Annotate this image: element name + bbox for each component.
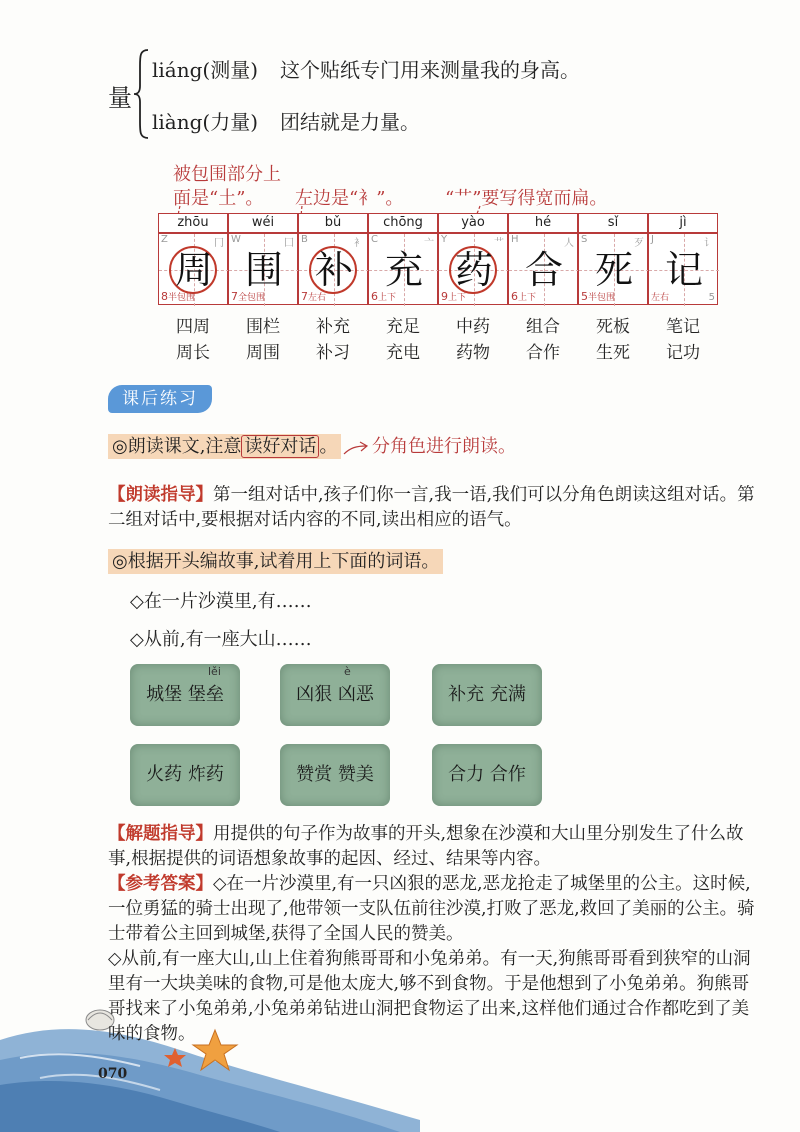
word-item: 补充 bbox=[316, 317, 350, 337]
word-item: 充电 bbox=[386, 343, 420, 363]
char-pinyin: bǔ bbox=[298, 213, 368, 233]
word-card bbox=[432, 664, 542, 726]
char-box bbox=[368, 233, 438, 305]
word-card bbox=[280, 664, 390, 726]
word-card-text: 赞赏 赞美 bbox=[296, 764, 374, 785]
word-item: 充足 bbox=[386, 317, 420, 337]
annotation-yao: “艹”要写得宽而扁。 bbox=[445, 188, 608, 209]
annotation-zhou-line2: 面是“土”。 bbox=[173, 188, 264, 209]
char-letter: C bbox=[371, 234, 378, 245]
word-card bbox=[432, 744, 542, 806]
character-column bbox=[298, 213, 368, 307]
char-hanzi: 死 bbox=[594, 248, 633, 292]
char-box bbox=[298, 233, 368, 305]
reference-answer-text-2: ◇从前,有一座大山,山上住着狗熊哥哥和小兔弟弟。有一天,狗熊哥哥看到狭窄的山洞里有一大块美味的食物,可是他太庞大,够不到食物。于是他想到了小兔弟弟。狗熊哥哥找来了小兔弟弟,小兔弟弟钻进山洞把食物运了出来,这样他们通过合作都吃到了美味的食物。 bbox=[108, 949, 751, 1044]
word-card bbox=[280, 744, 390, 806]
char-radical: 讠 bbox=[704, 238, 714, 249]
word-item: 周围 bbox=[246, 343, 280, 363]
word-card-pinyin: lěi bbox=[208, 665, 221, 678]
char-letter: H bbox=[511, 234, 519, 245]
reference-answer bbox=[108, 872, 764, 1047]
polyphone-line-2 bbox=[152, 106, 420, 135]
word-item: 中药 bbox=[456, 317, 490, 337]
char-box bbox=[438, 233, 508, 305]
character-column bbox=[228, 213, 298, 307]
section-tag: 课后练习 bbox=[108, 385, 212, 413]
char-strokes: 5半包围 bbox=[581, 290, 616, 303]
word-item: 死板 bbox=[596, 317, 630, 337]
words-row-2 bbox=[158, 338, 718, 362]
char-box bbox=[578, 233, 648, 305]
char-box bbox=[648, 233, 718, 305]
char-strokes: 7左右 bbox=[301, 290, 327, 303]
solution-guide bbox=[108, 822, 764, 872]
boxed-phrase: 读好对话 bbox=[241, 435, 319, 458]
polyphone-pinyin: liáng(测量) bbox=[152, 58, 259, 82]
char-pinyin: hé bbox=[508, 213, 578, 233]
word-item: 记功 bbox=[666, 343, 700, 363]
word-item: 周长 bbox=[176, 343, 210, 363]
char-radical: 亠 bbox=[424, 238, 434, 249]
char-box bbox=[508, 233, 578, 305]
polyphone-char: 量 bbox=[108, 84, 132, 112]
char-letter: W bbox=[231, 234, 241, 245]
polyphone-pinyin: liàng(力量) bbox=[152, 110, 259, 134]
solution-guide-label: 【解题指导】 bbox=[108, 824, 213, 844]
char-hanzi: 充 bbox=[384, 248, 423, 292]
character-column bbox=[578, 213, 648, 307]
word-item: 围栏 bbox=[246, 317, 280, 337]
char-pinyin: yào bbox=[438, 213, 508, 233]
polyphone-sentence: 这个贴纸专门用来测量我的身高。 bbox=[280, 58, 581, 82]
char-box bbox=[228, 233, 298, 305]
word-card-text: 合力 合作 bbox=[448, 764, 526, 785]
annotation-zhou-line1: 被包围部分上 bbox=[173, 164, 281, 185]
char-letter: Z bbox=[161, 234, 168, 245]
char-hanzi: 合 bbox=[524, 248, 563, 292]
char-radical: 人 bbox=[564, 238, 574, 249]
words-row-1 bbox=[158, 312, 718, 336]
word-item: 合作 bbox=[526, 343, 560, 363]
last-strokes: 5 bbox=[708, 292, 715, 303]
char-pinyin: jì bbox=[648, 213, 718, 233]
reading-guide bbox=[108, 483, 756, 533]
char-letter: S bbox=[581, 234, 588, 245]
reference-answer-label: 【参考答案】 bbox=[108, 874, 213, 894]
word-card bbox=[130, 744, 240, 806]
solution-guide-text: 用提供的句子作为故事的开头,想象在沙漠和大山里分别发生了什么故事,根据提供的词语想象故事的起因、经过、结果等内容。 bbox=[108, 824, 744, 869]
character-column bbox=[158, 213, 228, 307]
char-letter: B bbox=[301, 234, 308, 245]
word-card-text: 凶狠 凶恶 bbox=[296, 684, 374, 705]
word-item: 补习 bbox=[316, 343, 350, 363]
char-hanzi: 周 bbox=[174, 248, 213, 292]
word-item: 组合 bbox=[526, 317, 560, 337]
character-column bbox=[438, 213, 508, 307]
word-item: 笔记 bbox=[666, 317, 700, 337]
char-strokes: 6上下 bbox=[511, 290, 537, 303]
char-hanzi: 补 bbox=[314, 248, 353, 292]
word-card-text: 城堡 堡垒 bbox=[146, 684, 224, 705]
char-radical: 囗 bbox=[284, 238, 294, 249]
reference-answer-text-1: ◇在一片沙漠里,有一只凶狠的恶龙,恶龙抢走了城堡里的公主。这时候,一位勇猛的骑士出现了,他带领一支队伍前往沙漠,打败了恶龙,救回了美丽的公主。骑士带着公主回到城堡,获得了全国人民的赞美。 bbox=[108, 874, 755, 944]
word-card bbox=[130, 664, 240, 726]
char-strokes: 7全包围 bbox=[231, 290, 266, 303]
polyphone-line-1 bbox=[152, 54, 580, 83]
exercise-1 bbox=[108, 432, 341, 458]
char-letter: J bbox=[651, 234, 654, 245]
character-column bbox=[508, 213, 578, 307]
char-strokes: 9上下 bbox=[441, 290, 467, 303]
char-hanzi: 围 bbox=[244, 248, 283, 292]
char-radical: 艹 bbox=[494, 238, 504, 249]
word-card-pinyin: è bbox=[344, 665, 351, 678]
annotation-arrow-reading bbox=[342, 440, 370, 460]
story-start-2: ◇从前,有一座大山…… bbox=[130, 629, 312, 650]
word-item: 四周 bbox=[176, 317, 210, 337]
polyphone-sentence: 团结就是力量。 bbox=[280, 110, 421, 134]
char-strokes: 左右 bbox=[651, 293, 670, 303]
brace-icon bbox=[132, 48, 150, 140]
word-card-text: 火药 炸药 bbox=[146, 764, 224, 785]
character-column bbox=[368, 213, 438, 307]
story-start-1: ◇在一片沙漠里,有…… bbox=[130, 591, 312, 612]
char-hanzi: 药 bbox=[454, 248, 493, 292]
character-table bbox=[158, 213, 718, 307]
char-letter: Y bbox=[441, 234, 448, 245]
word-card-text: 补充 充满 bbox=[448, 684, 526, 705]
char-pinyin: zhōu bbox=[158, 213, 228, 233]
char-pinyin: wéi bbox=[228, 213, 298, 233]
char-pinyin: chōng bbox=[368, 213, 438, 233]
annotation-bu: 左边是“衤”。 bbox=[295, 188, 404, 209]
word-item: 生死 bbox=[596, 343, 630, 363]
exercise-2-prompt: ◎根据开头编故事,试着用上下面的词语。 bbox=[108, 549, 443, 574]
reading-guide-text: 第一组对话中,孩子们你一言,我一语,我们可以分角色朗读这组对话。第二组对话中,要根据对话内容的不同,读出相应的语气。 bbox=[108, 485, 755, 530]
reading-guide-label: 【朗读指导】 bbox=[108, 485, 213, 505]
exercise-2 bbox=[108, 547, 443, 573]
char-strokes: 8半包围 bbox=[161, 290, 196, 303]
char-radical: 衤 bbox=[354, 238, 364, 249]
char-box bbox=[158, 233, 228, 305]
page-number: 070 bbox=[98, 1066, 128, 1082]
char-hanzi: 记 bbox=[664, 248, 703, 292]
char-pinyin: sǐ bbox=[578, 213, 648, 233]
annotation-reading: 分角色进行朗读。 bbox=[372, 436, 516, 457]
character-column bbox=[648, 213, 718, 307]
char-radical: 冂 bbox=[214, 238, 224, 249]
char-strokes: 6上下 bbox=[371, 290, 397, 303]
exercise-1-prompt: ◎朗读课文,注意 读好对话 。 bbox=[108, 434, 341, 459]
word-item: 药物 bbox=[456, 343, 490, 363]
char-radical: 歹 bbox=[634, 238, 644, 249]
